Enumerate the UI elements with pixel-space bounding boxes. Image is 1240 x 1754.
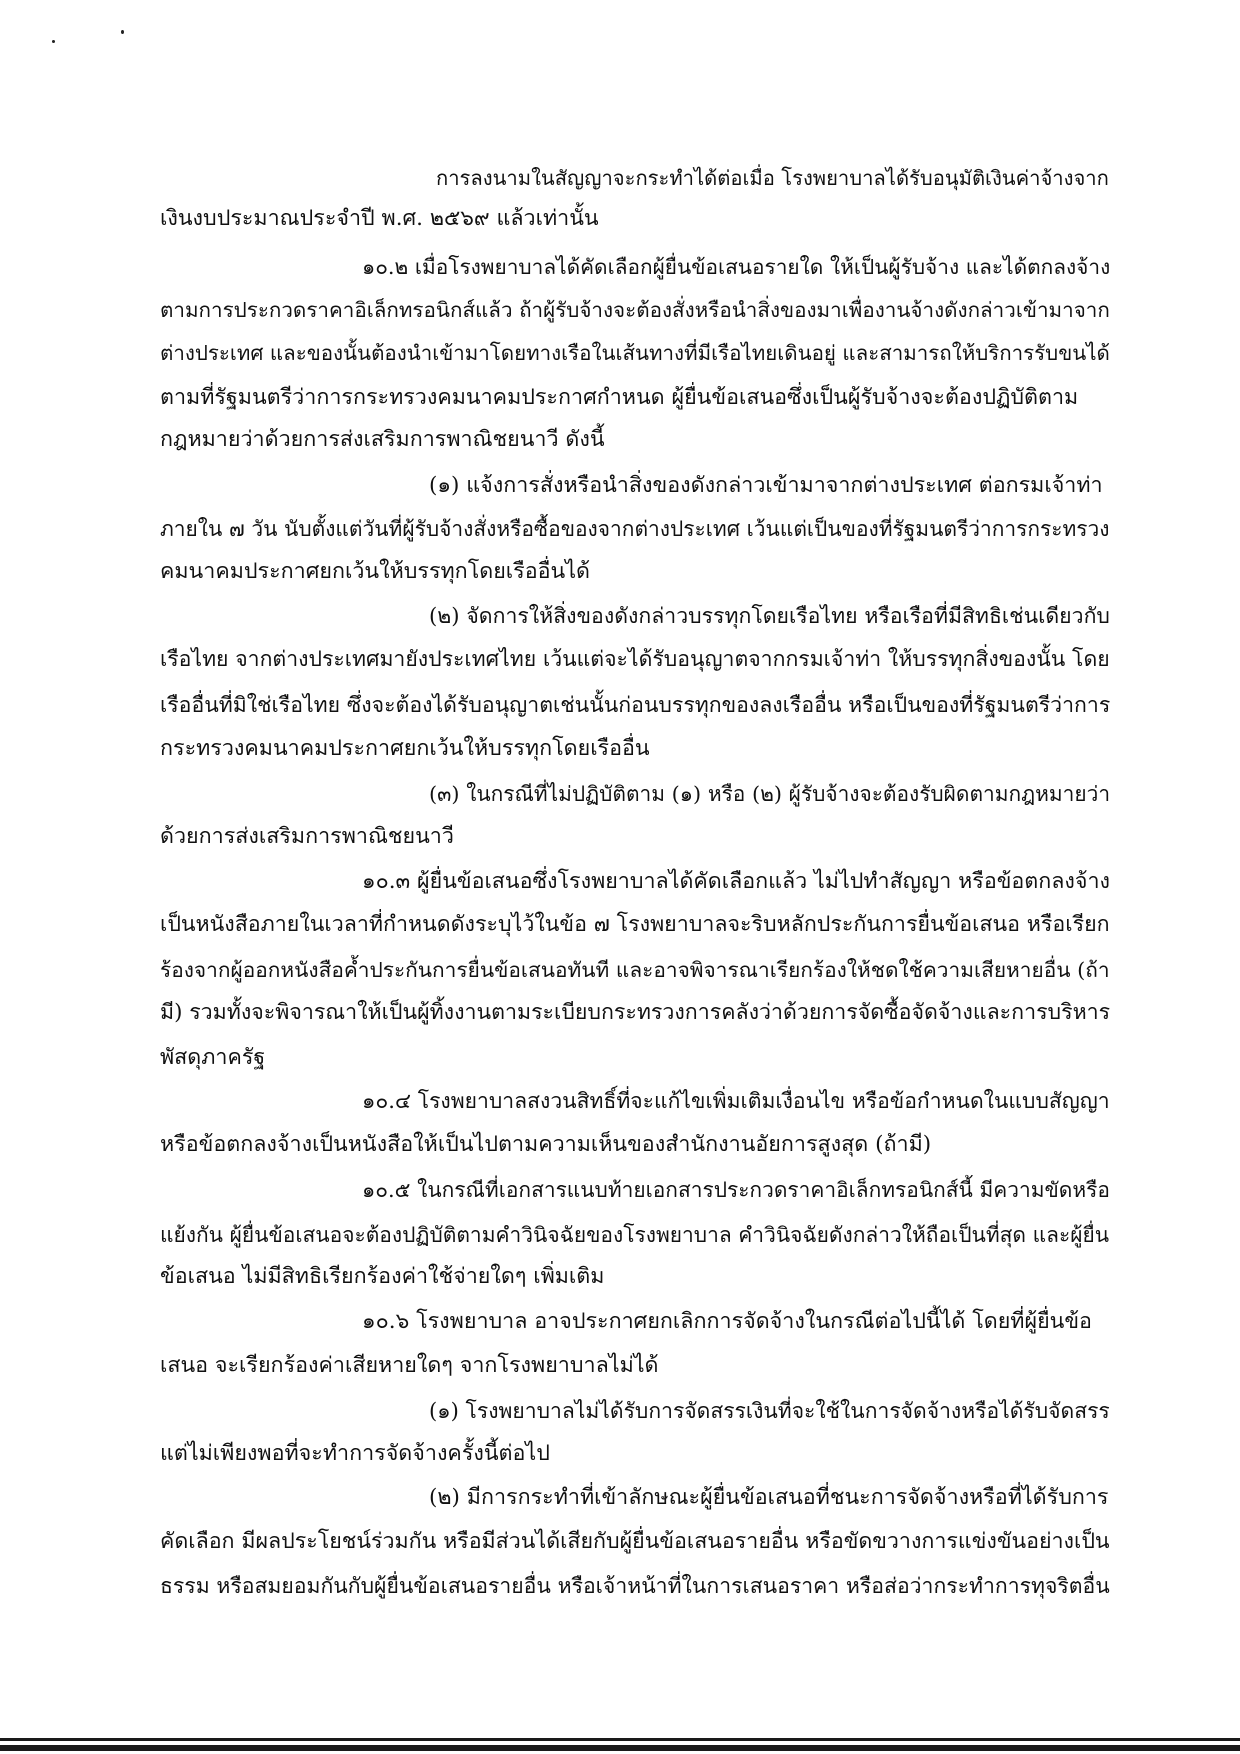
scan-bottom-edge [0,1738,1240,1741]
text-line: ภายใน ๗ วัน นับตั้งแต่วันที่ผู้รับจ้างสั่งหรือซื้อของจากต่างประเทศ เว้นแต่เป็นของที่รัฐมนตรีว่าการกระทรวง [160,517,1110,541]
text-line: ธรรม หรือสมยอมกันกับผู้ยื่นข้อเสนอรายอื่น หรือเจ้าหน้าที่ในการเสนอราคา หรือส่อว่ากระทำการทุจริตอื่น [160,1573,1110,1598]
text-line: ตามที่รัฐมนตรีว่าการกระทรวงคมนาคมประกาศกำหนด ผู้ยื่นข้อเสนอซึ่งเป็นผู้รับจ้างจะต้องปฏิบัติตาม [160,385,1079,410]
text-line: มี) รวมทั้งจะพิจารณาให้เป็นผู้ทิ้งงานตามระเบียบกระทรวงการคลังว่าด้วยการจัดซื้อจัดจ้างและการบริหาร [160,1000,1111,1025]
text-line: แย้งกัน ผู้ยื่นข้อเสนอจะต้องปฏิบัติตามคำวินิจฉัยของโรงพยาบาล คำวินิจฉัยดังกล่าวให้ถือเป็นที่สุด และผู้ยื่น [160,1223,1110,1247]
text-line: เรืออื่นที่มิใช่เรือไทย ซึ่งจะต้องได้รับอนุญาตเช่นนั้นก่อนบรรทุกของลงเรืออื่น หรือเป็นของที่รัฐมนตรีว่าการ [160,693,1111,718]
text-line: ด้วยการส่งเสริมการพาณิชยนาวี [160,824,454,849]
text-line: พัสดุภาครัฐ [160,1045,266,1070]
clause-heading: ๑๐.๒ เมื่อโรงพยาบาลได้คัดเลือกผู้ยื่นข้อเสนอรายใด ให้เป็นผู้รับจ้าง และได้ตกลงจ้าง [362,255,1111,279]
scan-speck [121,30,124,34]
clause-heading: ๑๐.๕ ในกรณีที่เอกสารแนบท้ายเอกสารประกวดราคาอิเล็กทรอนิกส์นี้ มีความขัดหรือ [362,1178,1110,1202]
subclause-heading: (๒) จัดการให้สิ่งของดังกล่าวบรรทุกโดยเรือไทย หรือเรือที่มีสิทธิเช่นเดียวกับ [429,604,1110,629]
text-line: เรือไทย จากต่างประเทศมายังประเทศไทย เว้นแต่จะได้รับอนุญาตจากกรมเจ้าท่า ให้บรรทุกสิ่งของนั้น โดย [160,647,1110,672]
text-line: ตามการประกวดราคาอิเล็กทรอนิกส์แล้ว ถ้าผู้รับจ้างจะต้องสั่งหรือนำสิ่งของมาเพื่องานจ้างดังกล่าวเข้ามาจาก [160,298,1110,322]
text-line: ร้องจากผู้ออกหนังสือค้ำประกันการยื่นข้อเสนอทันที และอาจพิจารณาเรียกร้องให้ชดใช้ความเสียหายอื่น (ถ้า [160,958,1110,982]
text-line: คัดเลือก มีผลประโยชน์ร่วมกัน หรือมีส่วนได้เสียกับผู้ยื่นข้อเสนอรายอื่น หรือขัดขวางการแข่งขันอย่างเป็น [160,1529,1110,1554]
text-line: เสนอ จะเรียกร้องค่าเสียหายใดๆ จากโรงพยาบาลไม่ได้ [160,1353,659,1378]
scan-speck [52,40,55,43]
clause-heading: ๑๐.๖ โรงพยาบาล อาจประกาศยกเลิกการจัดจ้างในกรณีต่อไปนี้ได้ โดยที่ผู้ยื่นข้อ [362,1309,1092,1334]
clause-heading: ๑๐.๓ ผู้ยื่นข้อเสนอซึ่งโรงพยาบาลได้คัดเลือกแล้ว ไม่ไปทำสัญญา หรือข้อตกลงจ้าง [362,869,1110,894]
subclause-heading: (๓) ในกรณีที่ไม่ปฏิบัติตาม (๑) หรือ (๒) ผู้รับจ้างจะต้องรับผิดตามกฎหมายว่า [429,782,1111,806]
text-line: ต่างประเทศ และของนั้นต้องนำเข้ามาโดยทางเรือในเส้นทางที่มีเรือไทยเดินอยู่ และสามารถให้บริการรับขนได้ [160,341,1110,365]
text-line: แต่ไม่เพียงพอที่จะทำการจัดจ้างครั้งนี้ต่อไป [160,1441,550,1466]
text-line: ข้อเสนอ ไม่มีสิทธิเรียกร้องค่าใช้จ่ายใดๆ เพิ่มเติม [160,1264,605,1289]
text-line: เงินงบประมาณประจำปี พ.ศ. ๒๕๖๙ แล้วเท่านั้น [160,206,599,231]
subclause-heading: (๒) มีการกระทำที่เข้าลักษณะผู้ยื่นข้อเสนอที่ชนะการจัดจ้างหรือที่ได้รับการ [429,1485,1109,1510]
text-line: กระทรวงคมนาคมประกาศยกเว้นให้บรรทุกโดยเรืออื่น [160,736,650,761]
text-line: การลงนามในสัญญาจะกระทำได้ต่อเมื่อ โรงพยาบาลได้รับอนุมัติเงินค่าจ้างจาก [436,166,1109,190]
text-line: เป็นหนังสือภายในเวลาที่กำหนดดังระบุไว้ในข้อ ๗ โรงพยาบาลจะริบหลักประกันการยื่นข้อเสนอ หรือเรียก [160,912,1110,937]
text-line: คมนาคมประกาศยกเว้นให้บรรทุกโดยเรืออื่นได้ [160,559,590,584]
text-line: กฎหมายว่าด้วยการส่งเสริมการพาณิชยนาวี ดังนี้ [160,427,605,452]
scan-bottom-edge [0,1745,1240,1751]
subclause-heading: (๑) แจ้งการสั่งหรือนำสิ่งของดังกล่าวเข้ามาจากต่างประเทศ ต่อกรมเจ้าท่า [429,473,1103,498]
clause-heading: ๑๐.๔ โรงพยาบาลสงวนสิทธิ์ที่จะแก้ไขเพิ่มเติมเงื่อนไข หรือข้อกำหนดในแบบสัญญา [362,1088,1110,1113]
subclause-heading: (๑) โรงพยาบาลไม่ได้รับการจัดสรรเงินที่จะใช้ในการจัดจ้างหรือได้รับจัดสรร [429,1398,1110,1423]
text-line: หรือข้อตกลงจ้างเป็นหนังสือให้เป็นไปตามความเห็นของสำนักงานอัยการสูงสุด (ถ้ามี) [160,1132,932,1157]
